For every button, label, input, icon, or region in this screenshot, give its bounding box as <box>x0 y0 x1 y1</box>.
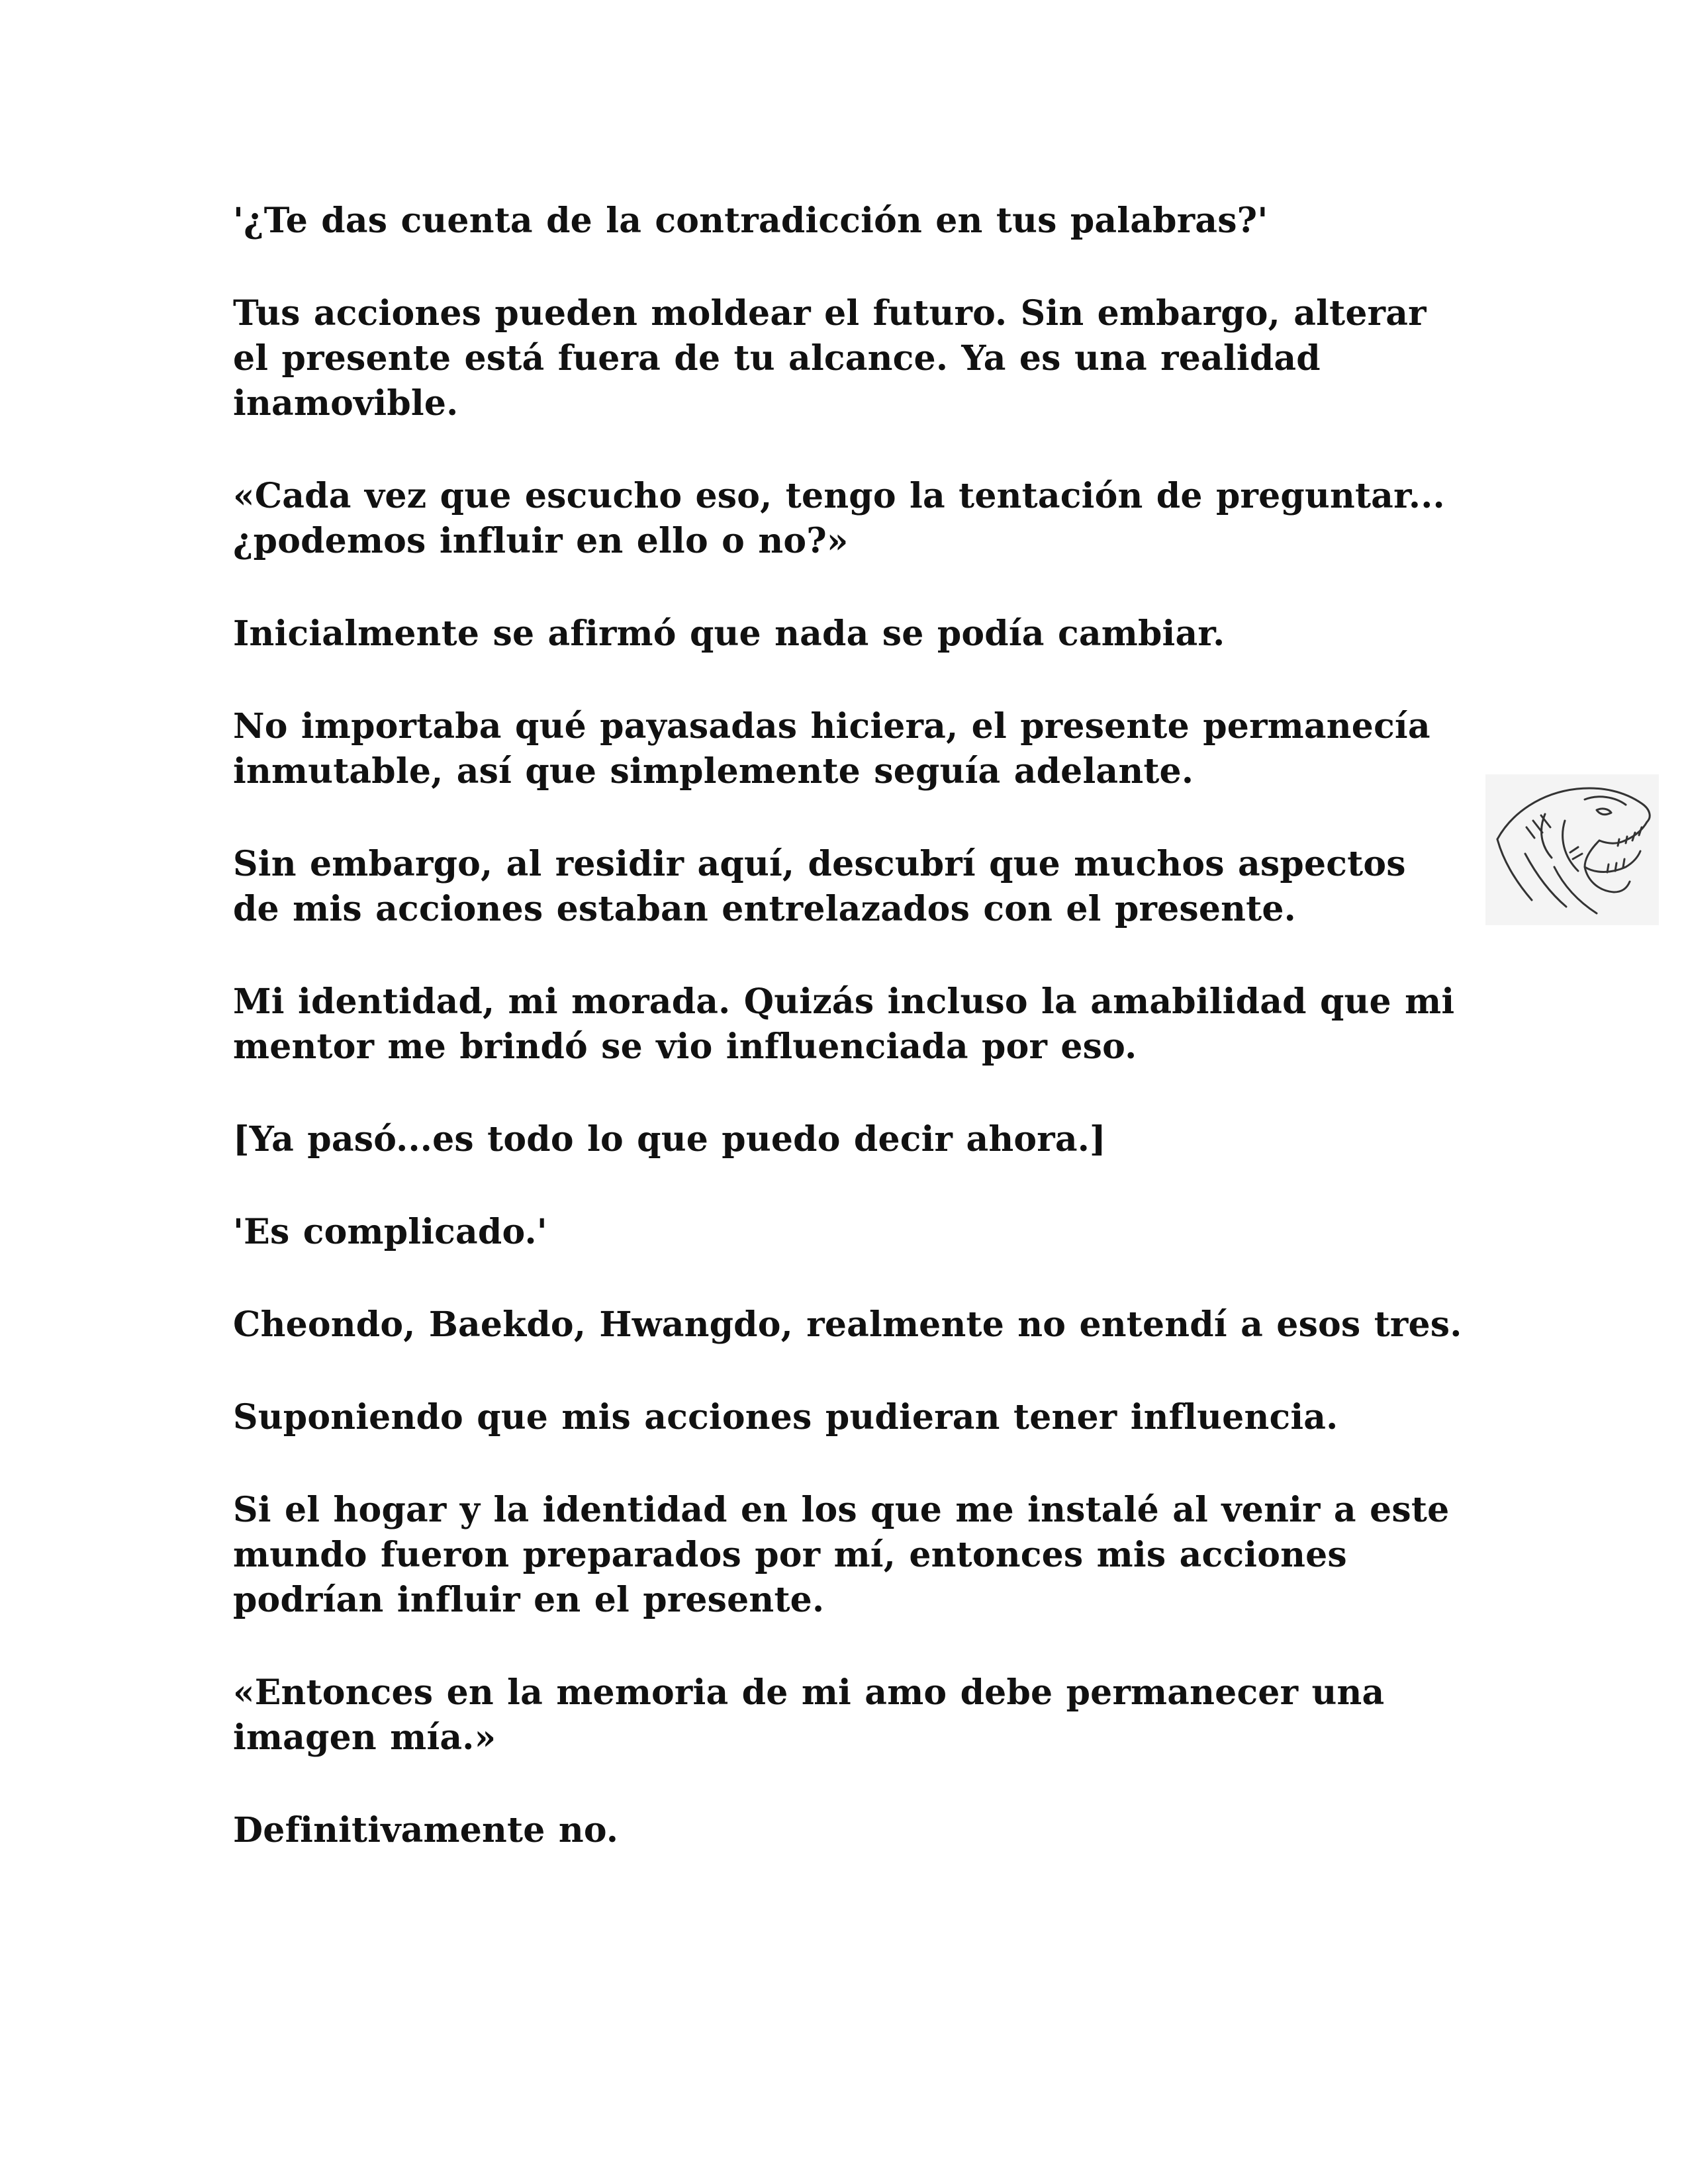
paragraph-3: «Cada vez que escucho eso, tengo la tentación de preguntar... ¿podemos influir en ello o no?» <box>233 476 1445 561</box>
paragraph-2: Tus acciones pueden moldear el futuro. Sin embargo, alterar el presente está fuera de tu alcance. Ya es una realidad inamovible. <box>233 293 1427 424</box>
paragraph-14: Definitivamente no. <box>233 1810 619 1850</box>
body-text <box>233 199 1464 1901</box>
paragraph-10: Cheondo, Baekdo, Hwangdo, realmente no entendí a esos tres. <box>233 1304 1462 1345</box>
paragraph-4: Inicialmente se afirmó que nada se podía cambiar. <box>233 614 1225 654</box>
paragraph-7: Mi identidad, mi morada. Quizás incluso la amabilidad que mi mentor me brindó se vio influenciada por eso. <box>233 981 1455 1067</box>
paragraph-1: '¿Te das cuenta de la contradicción en tus palabras?' <box>233 201 1268 241</box>
paragraph-6: Sin embargo, al residir aquí, descubrí que muchos aspectos de mis acciones estaban entrelazados con el presente. <box>233 844 1406 929</box>
paragraph-8: [Ya pasó...es todo lo que puedo decir ahora.] <box>233 1119 1106 1160</box>
paragraph-13: «Entonces en la memoria de mi amo debe permanecer una imagen mía.» <box>233 1672 1385 1758</box>
paragraph-9: 'Es complicado.' <box>233 1212 547 1252</box>
paragraph-11: Suponiendo que mis acciones pudieran tener influencia. <box>233 1397 1338 1437</box>
paragraph-5: No importaba qué payasadas hiciera, el presente permanecía inmutable, así que simplemente seguía adelante. <box>233 706 1430 792</box>
dinosaur-head-icon <box>1485 774 1659 925</box>
paragraph-12: Si el hogar y la identidad en los que me instalé al venir a este mundo fueron preparados por mí, entonces mis acciones podrían influir en el presente. <box>233 1490 1450 1620</box>
